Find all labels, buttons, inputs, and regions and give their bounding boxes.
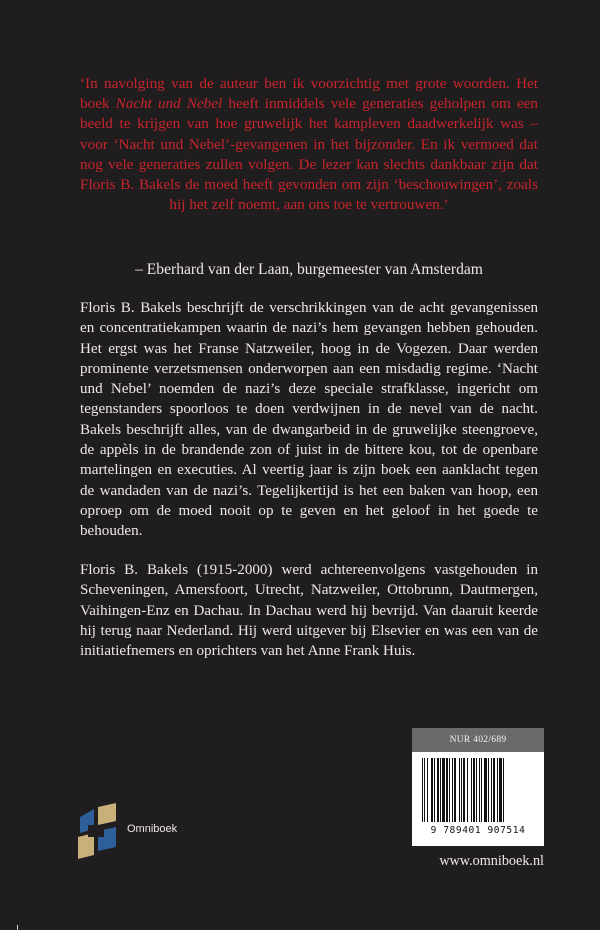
blurb-paragraph: Floris B. Bakels beschrijft de verschrikkingen van de acht gevangenissen en concentratiekampen waarin de nazi’s hem gevangen hebben gehouden. Het ergst was het Franse Natzweiler, hoog in de Vogezen. Daar werden prominente verzetsmensen onderworpen aan een misdadig regime. ‘Nacht und Nebel’ noemden de nazi’s deze speciale strafklasse, ingericht om tegenstanders spoorloos te doen verdwijnen in de nevel van de nacht. Bakels beschrijft alles, van de dwangarbeid in de gruwelijke steengroeve, de appèls in de brandende zon of juist in de bittere kou, tot de openbare martelingen en executies. Al veertig jaar is zijn boek een aanklacht tegen de wandaden van de nazi’s. Tegelijkertijd is het een baken van hoop, een oproep om de moed nooit op te geven en het geloof in het goede te behouden. [80,300,538,540]
author-bio-paragraph: Floris B. Bakels (1915-2000) werd achtereenvolgens vastgehouden in Scheveningen, Amersfoort, Utrecht, Natzweiler, Ottobrunn, Dautmergen, Vaihingen-Enz en Dachau. In Dachau werd hij bevrijd. Van daaruit keerde hij terug naar Nederland. Hij werd uitgever bij Elsevier en was een van de initiatiefnemers en oprichters van het Anne Frank Huis. [80,562,538,660]
endorsement-quote [80,74,538,215]
isbn-number: 9 789401 907514 [430,825,526,836]
book-title-italic: Nacht und Nebel [115,95,223,113]
quote-text-part2: heeft inmiddels vele generaties geholpen om een beeld te krijgen van hoe gruwelijk het kampleven daadwerkelijk was – voor ‘Nacht und Nebel’-gevangenen in het bijzonder. En ik vermoed dat nog vele generaties zullen volgen. De lezer kan slechts dankbaar zijn dat Floris B. Bakels de moed heeft gevonden om zijn ‘beschouwingen’, zoals hij het zelf noemt, aan ons toe te vertrouwen.’ [80,95,539,214]
barcode-bars [420,758,536,824]
nur-code: NUR 402/689 [412,728,544,752]
publisher-name: Omniboek [127,823,178,835]
omniboek-logo-icon [74,803,120,861]
publisher-website: www.omniboek.nl [439,853,544,869]
isbn-barcode [412,752,544,846]
quote-attribution: – Eberhard van der Laan, burgemeester van Amsterdam [135,261,483,278]
quote-text-part1: ‘In navolging van de auteur ben ik voorzichtig met grote woorden. Het boek [80,75,538,113]
crop-mark [17,925,18,930]
